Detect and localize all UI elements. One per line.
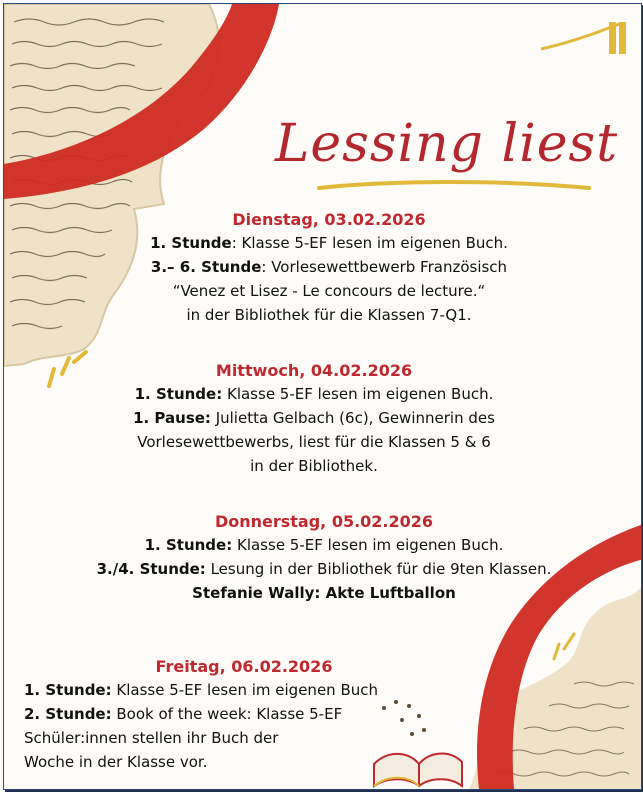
day-tuesday: [109, 209, 549, 327]
schedule-line: 1. Stunde: Klasse 5-EF lesen im eigenen Buch.: [150, 234, 508, 252]
day-heading: Donnerstag, 05.02.2026: [214, 512, 434, 531]
schedule-line: 3./4. Stunde: Lesung in der Bibliothek für die 9ten Klassen.: [96, 560, 552, 578]
poster: [3, 3, 642, 790]
day-heading: Dienstag, 03.02.2026: [232, 210, 426, 229]
schedule-line: Woche in der Klasse vor.: [24, 753, 208, 771]
ribbon-icon: [539, 14, 634, 64]
schedule-line: Schüler:innen stellen ihr Buch der: [24, 729, 279, 747]
schedule-line: “Venez et Lisez - Le concours de lecture.“: [172, 282, 486, 300]
schedule-line: 1. Stunde: Klasse 5-EF lesen im eigenen Buch.: [144, 536, 504, 554]
schedule-line: Vorlesewettbewerbs, liest für die Klassen 5 & 6: [137, 433, 491, 451]
title-block: [254, 104, 639, 199]
manuscript-paper-bottom-right: [454, 524, 642, 789]
schedule-line: in der Bibliothek für die Klassen 7-Q1.: [186, 306, 472, 324]
day-wednesday: [94, 360, 534, 478]
schedule-line: 1. Pause: Julietta Gelbach (6c), Gewinnerin des: [133, 409, 495, 427]
day-heading: Freitag, 06.02.2026: [155, 657, 333, 676]
spark-icon: [549, 624, 579, 664]
page-title: Lessing liest: [274, 114, 619, 174]
day-heading: Mittwoch, 04.02.2026: [215, 361, 413, 380]
author-book-title: Stefanie Wally: Akte Luftballon: [192, 584, 456, 602]
spark-icon: [44, 344, 94, 389]
schedule-line: 1. Stunde: Klasse 5-EF lesen im eigenen Buch: [24, 681, 378, 699]
schedule-line: in der Bibliothek.: [250, 457, 378, 475]
title-underline: [314, 174, 594, 198]
schedule-line: 1. Stunde: Klasse 5-EF lesen im eigenen Buch.: [134, 385, 494, 403]
schedule-line: 2. Stunde: Book of the week: Klasse 5-EF: [24, 705, 343, 723]
book-icon: [364, 694, 464, 789]
schedule-line: 3.– 6. Stunde: Vorlesewettbewerb Französisch: [150, 258, 508, 276]
